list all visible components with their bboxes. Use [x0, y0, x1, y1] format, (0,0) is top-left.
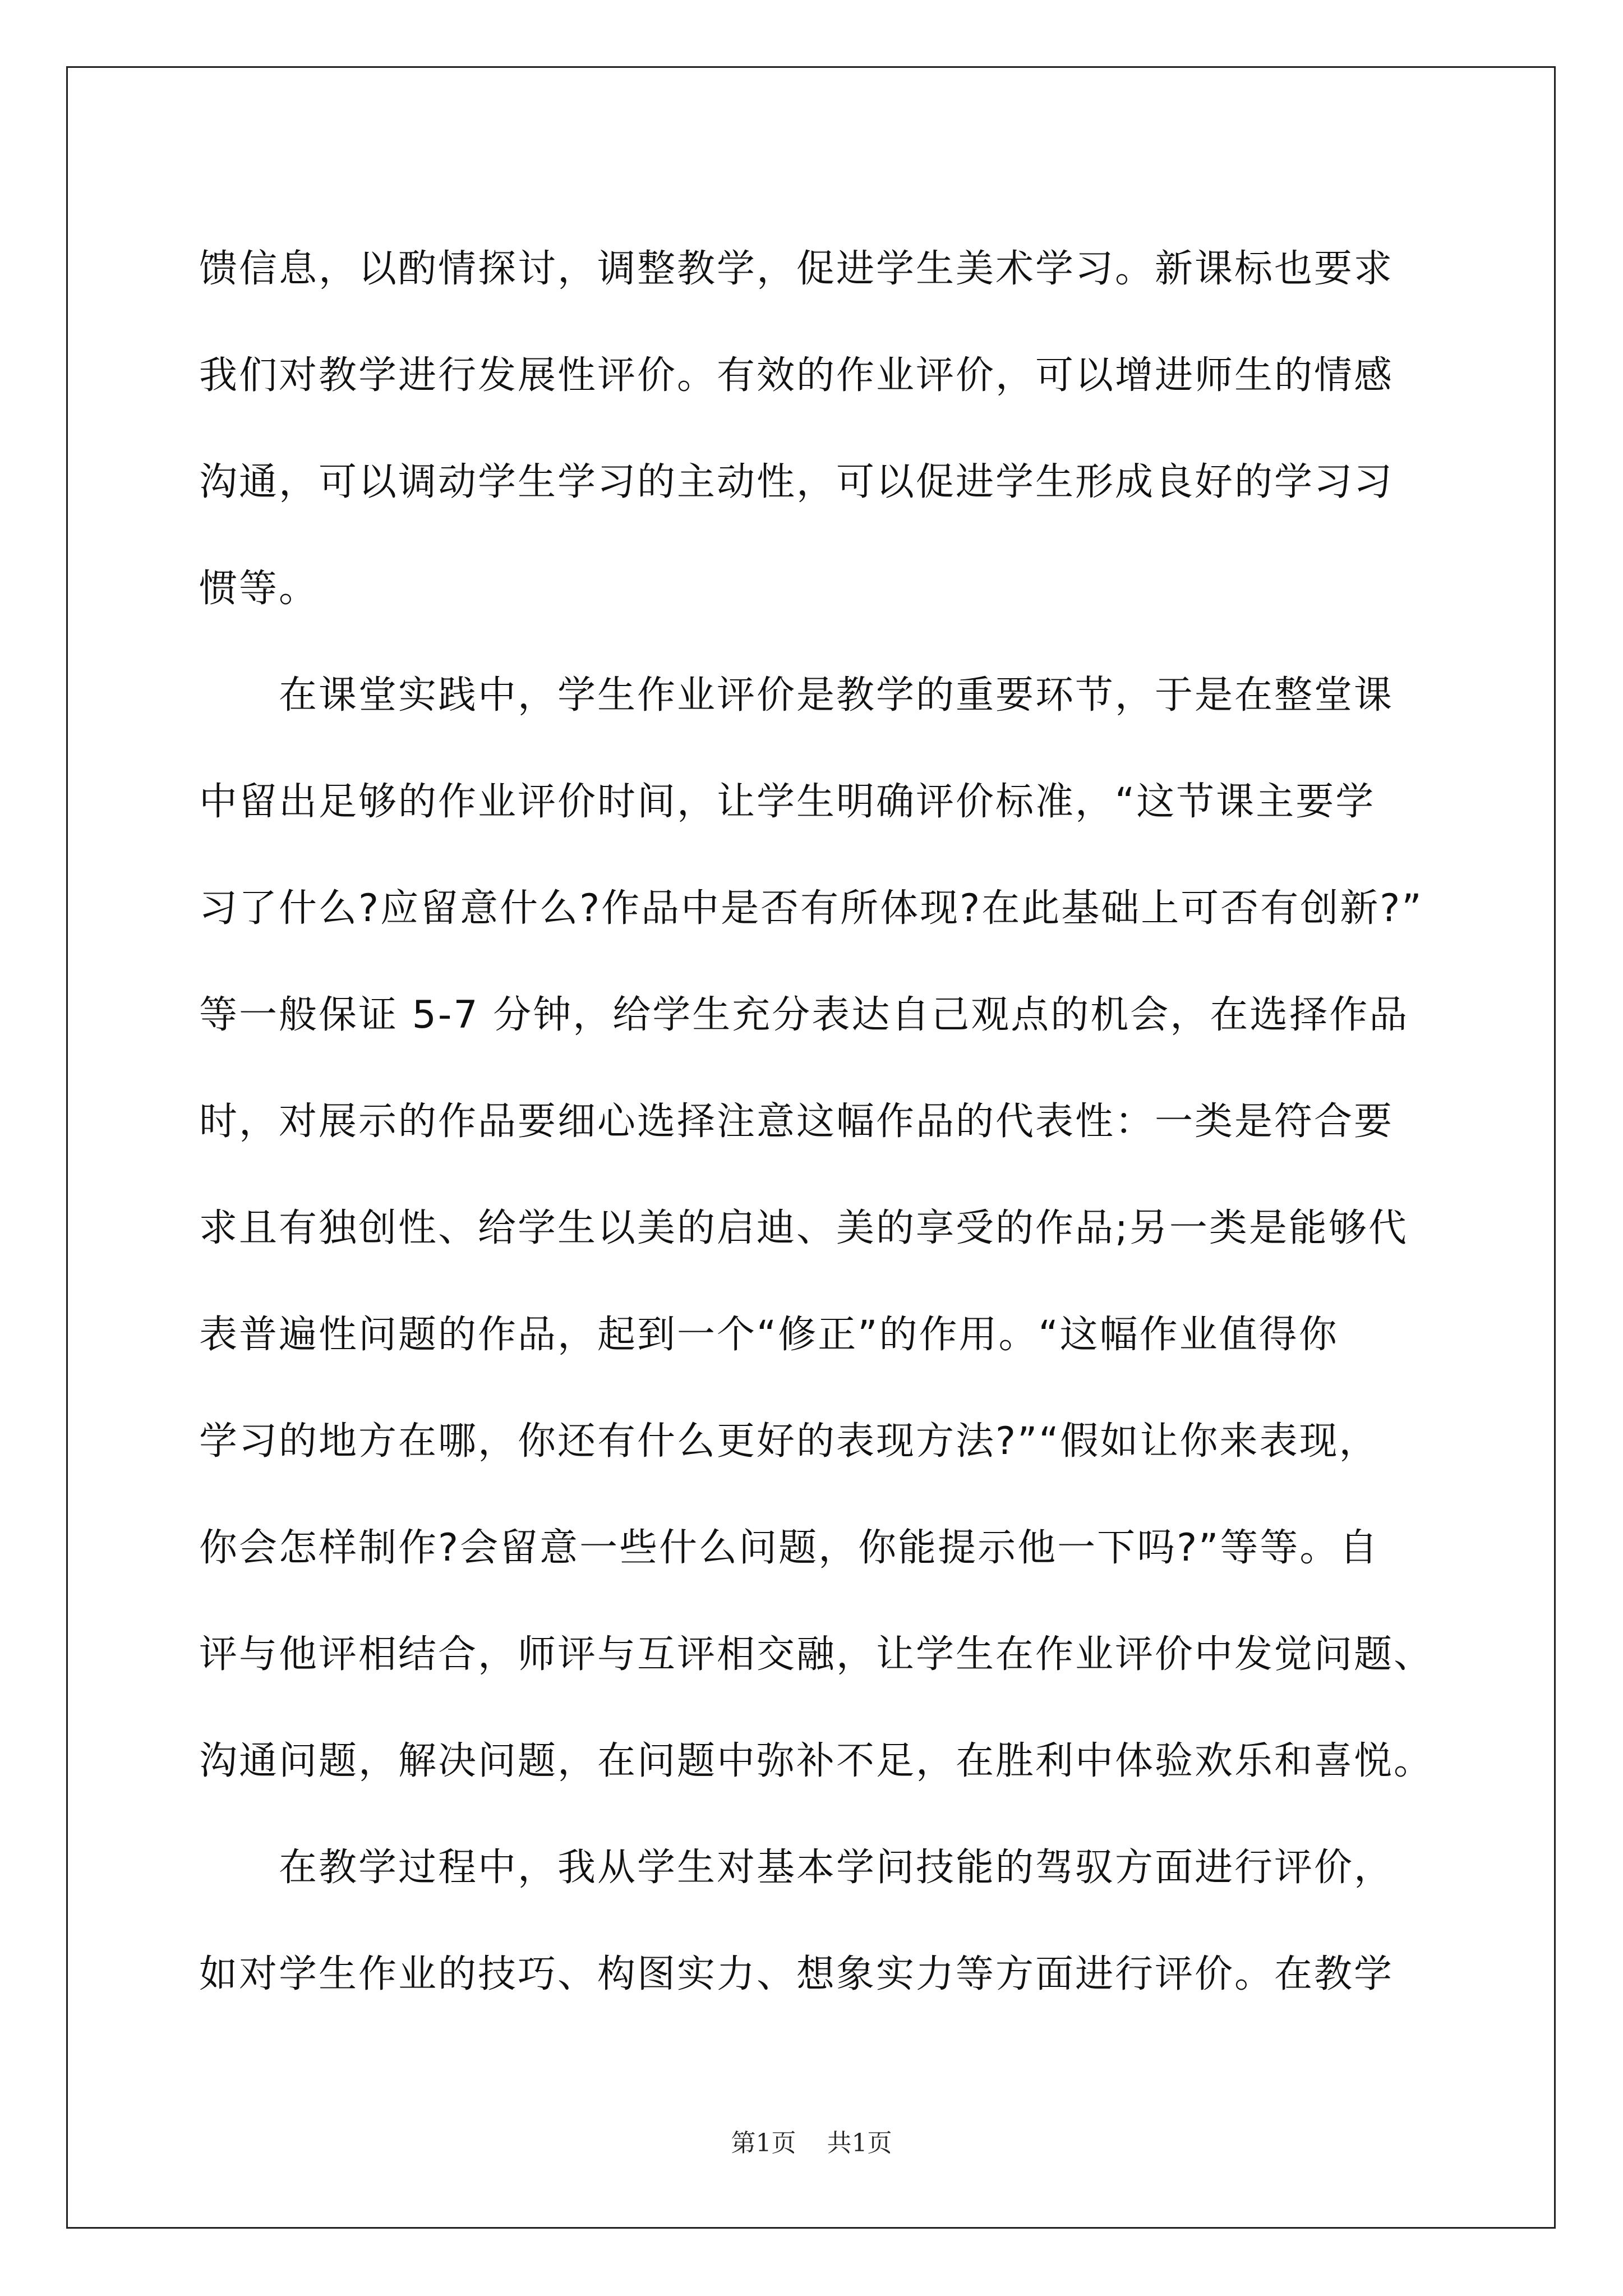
text-line: 我们对教学进行发展性评价。有效的作业评价，可以增进师生的情感	[199, 353, 1394, 398]
text-line: 学习的地方在哪，你还有什么更好的表现方法?”“假如让你来表现，	[199, 1419, 1379, 1464]
text-line: 馈信息，以酌情探讨，调整教学，促进学生美术学习。新课标也要求	[199, 247, 1394, 291]
page-number: 第1页	[731, 2129, 796, 2157]
page-footer	[0, 2123, 1623, 2159]
text-line: 沟通问题，解决问题，在问题中弥补不足，在胜利中体验欢乐和喜悦。	[199, 1739, 1434, 1783]
text-line: 你会怎样制作?会留意一些什么问题，你能提示他一下吗?”等等。自	[199, 1526, 1380, 1570]
text-line: 中留出足够的作业评价时间，让学生明确评价标准，“这节课主要学	[199, 780, 1376, 824]
text-line: 如对学生作业的技巧、构图实力、想象实力等方面进行评价。在教学	[199, 1952, 1394, 1996]
text-line: 在教学过程中，我从学生对基本学问技能的驾驭方面进行评价，	[199, 1846, 1394, 1890]
text-line: 等一般保证 5-7 分钟，给学生充分表达自己观点的机会，在选择作品	[199, 993, 1409, 1037]
text-line: 时，对展示的作品要细心选择注意这幅作品的代表性：一类是符合要	[199, 1099, 1394, 1144]
page-total: 共1页	[827, 2129, 892, 2157]
document-body	[199, 216, 1433, 2028]
text-line: 在课堂实践中，学生作业评价是教学的重要环节，于是在整堂课	[199, 673, 1394, 717]
text-line: 沟通，可以调动学生学习的主动性，可以促进学生形成良好的学习习	[199, 460, 1394, 504]
text-line: 习了什么?应留意什么?作品中是否有所体现?在此基础上可否有创新?”	[199, 886, 1423, 931]
text-line: 求且有独创性、给学生以美的启迪、美的享受的作品;另一类是能够代	[199, 1206, 1408, 1250]
text-line: 评与他评相结合，师评与互评相交融，让学生在作业评价中发觉问题、	[199, 1632, 1434, 1677]
text-line: 表普遍性问题的作品，起到一个“修正”的作用。“这幅作业值得你	[199, 1313, 1339, 1357]
text-line: 惯等。	[199, 567, 319, 611]
